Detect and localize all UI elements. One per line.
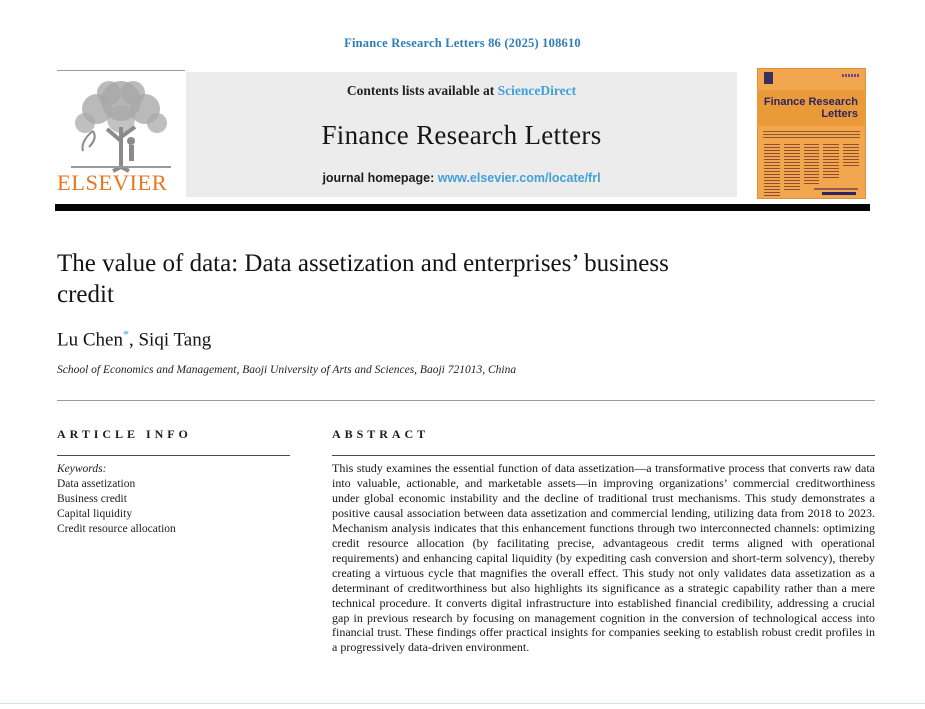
homepage-line — [322, 171, 600, 185]
cover-sciencedirect-mark — [822, 192, 856, 195]
article-info-rule — [57, 455, 290, 456]
cover-text-column — [804, 144, 820, 184]
cover-footer-text — [814, 188, 858, 190]
page-bottom-edge — [0, 703, 925, 704]
sciencedirect-link[interactable]: ScienceDirect — [497, 83, 577, 98]
keywords-label: Keywords: — [57, 463, 107, 475]
cover-issue-text — [842, 74, 860, 77]
abstract-paragraph: This study examines the essential function of data assetization—a transformative process that converts raw data into valuable, actionable, and marketable assets—in improving organizations’ commercial creditworthiness under global economic instability and the decline of traditional trust mechanisms. This study demonstrates a positive causal association between data assetization and commercial lending, utilizing data from 2018 to 2023. Mechanism analysis indicates that this enhancement functions through two interconnected channels: optimizing credit resource allocation (by facilitating precise, advantageous credit terms aligned with operational requirements) and enhancing capital liquidity (by expediting cash conversion and short-term solvency), thereby creating a virtuous cycle that magnifies the overall effect. This study not only validates data assetization as a determinant of creditworthiness but also highlights its significance as a strategic capability rather than a mere technical procedure. It converts digital infrastructure into established financial credibility, addressing a crucial gap in previous research by focusing on management cognition in the conversion of technological access into financial trust. These findings offer practical insights for companies seeking to establish robust credit profiles in a progressively data-driven environment. — [332, 461, 875, 655]
journal-citation-link[interactable]: Finance Research Letters 86 (2025) 108610 — [344, 36, 581, 50]
cover-title-line2: Letters — [821, 108, 858, 120]
author-line — [57, 327, 211, 351]
keyword-item: Credit resource allocation — [57, 523, 176, 535]
cover-editor-columns — [757, 142, 866, 199]
cover-text-column — [784, 144, 800, 190]
corresponding-author-asterisk-link[interactable]: * — [122, 327, 129, 341]
author-separator: , — [128, 329, 139, 351]
section-top-rule — [57, 400, 875, 401]
cover-title-band — [757, 90, 866, 126]
keyword-item: Business credit — [57, 493, 127, 505]
publisher-logo-block — [57, 70, 185, 198]
cover-top-strip — [757, 68, 866, 90]
abstract-rule — [332, 455, 875, 456]
keyword-item: Data assetization — [57, 478, 136, 490]
keywords-block — [57, 462, 297, 537]
contents-prefix-text: Contents lists available at — [346, 83, 498, 98]
elsevier-wordmark: ELSEVIER — [57, 170, 168, 195]
cover-text-column — [843, 144, 859, 166]
cover-text-column — [764, 144, 780, 196]
author-name-2: Siqi Tang — [138, 329, 212, 351]
abstract-heading: ABSTRACT — [332, 427, 430, 441]
elsevier-tree-icon — [63, 75, 179, 173]
journal-name-heading: Finance Research Letters — [321, 119, 602, 150]
header-divider-bar — [55, 204, 870, 211]
journal-homepage-link[interactable]: www.elsevier.com/locate/frl — [437, 171, 601, 185]
cover-publisher-mark-icon — [764, 72, 773, 84]
article-info-heading: ARTICLE INFO — [57, 427, 192, 441]
author-name-1: Lu Chen — [57, 329, 123, 351]
article-title: The value of data: Data assetization and enterprises’ business credit — [57, 250, 669, 308]
affiliation-line: School of Economics and Management, Baoji University of Arts and Sciences, Baoji 721013, China — [57, 364, 517, 376]
contents-line — [347, 83, 576, 99]
cover-title-line1: Finance Research — [763, 96, 858, 108]
keyword-item: Capital liquidity — [57, 508, 133, 520]
homepage-label-text: journal homepage: — [322, 171, 438, 185]
cover-editors-line — [763, 131, 860, 138]
cover-text-column — [823, 144, 839, 178]
masthead-box — [186, 72, 737, 197]
journal-cover-thumbnail — [757, 68, 866, 199]
